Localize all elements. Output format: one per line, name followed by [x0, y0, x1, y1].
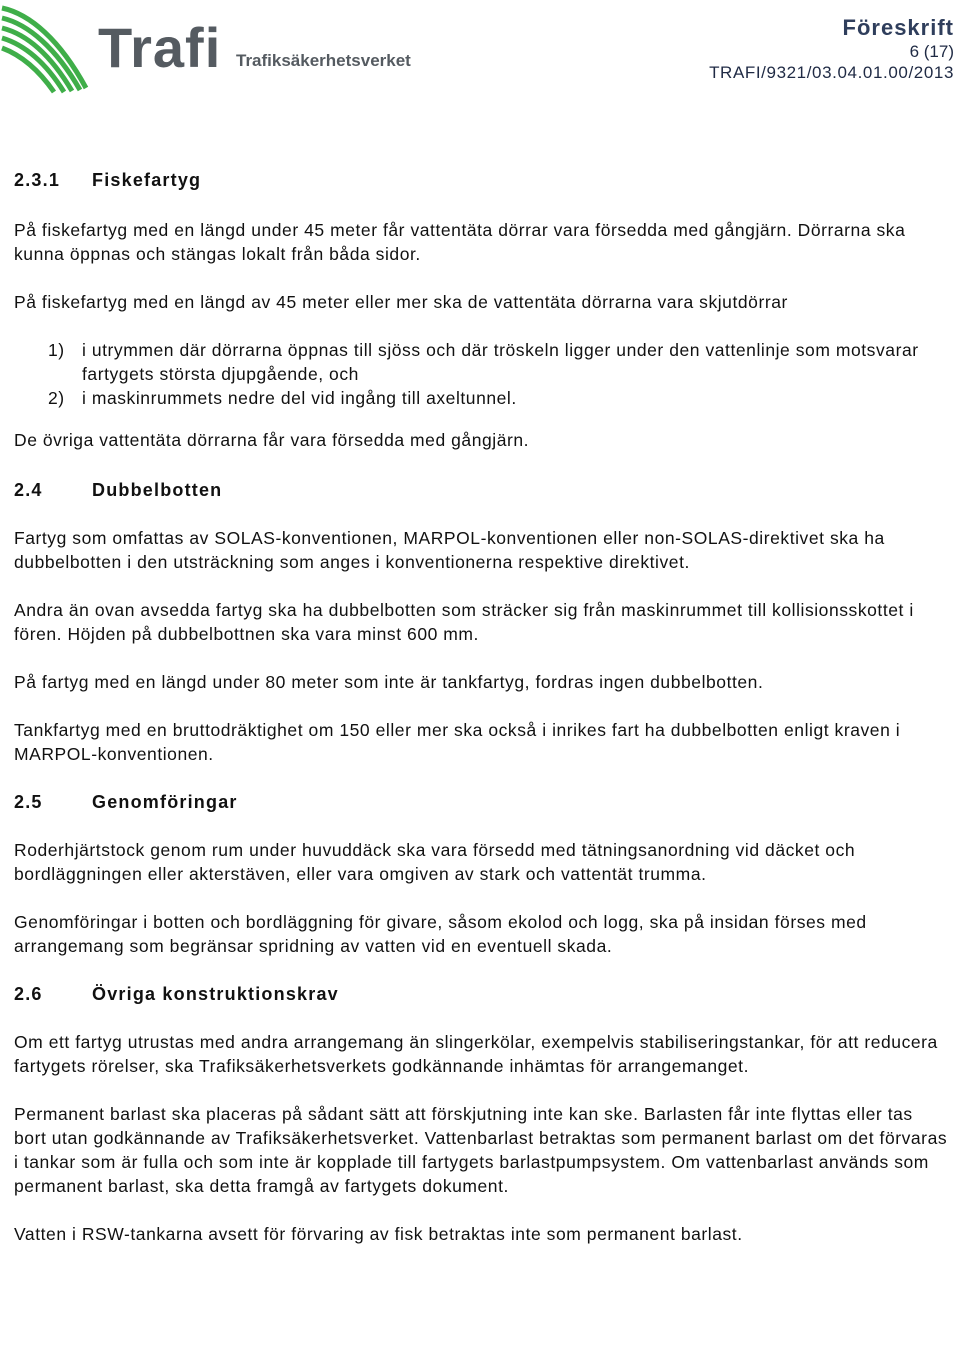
- section-number: 2.5: [14, 792, 43, 812]
- section-heading: [14, 478, 950, 502]
- section-title: Fiskefartyg: [92, 170, 202, 190]
- section-title: Övriga konstruktionskrav: [92, 984, 339, 1004]
- logo-wordmark: Trafi: [98, 16, 222, 79]
- list-item: [14, 338, 950, 386]
- swoosh-icon: [0, 0, 100, 95]
- section-heading: [14, 790, 950, 814]
- section-number: 2.4: [14, 480, 43, 500]
- paragraph: På fiskefartyg med en längd under 45 meter får vattentäta dörrar vara försedda med gångjärn. Dörrarna ska kunna öppnas och stängas lokalt från båda sidor.: [14, 220, 906, 264]
- paragraph: Genomföringar i botten och bordläggning för givare, såsom ekolod och logg, ska på insidan förses med arrangemang som begränsar spridning av vatten vid en eventuell skada.: [14, 912, 867, 956]
- logo-subtitle: Trafiksäkerhetsverket: [236, 51, 411, 70]
- paragraph: På fartyg med en längd under 80 meter som inte är tankfartyg, fordras ingen dubbelbotten.: [14, 672, 764, 692]
- document-body: [14, 168, 950, 1246]
- paragraph: Permanent barlast ska placeras på sådant sätt att förskjutning inte kan ske. Barlasten får inte flyttas eller tas bort utan godkännande av Trafiksäkerhetsverket. Vattenbarlast betraktas som permanent barlast om det förvaras i tankar som är fulla och som inte är kopplade till fartygets barlastpumpsystem. Om vattenbarlast används som permanent barlast, ska detta framgå av fartygets dokument.: [14, 1104, 948, 1196]
- section-heading: [14, 168, 950, 192]
- list-item-text: i utrymmen där dörrarna öppnas till sjöss och där tröskeln ligger under den vattenlinje som motsvarar fartygets största djupgående, och: [82, 340, 919, 384]
- paragraph: De övriga vattentäta dörrarna får vara försedda med gångjärn.: [14, 430, 530, 450]
- paragraph: Vatten i RSW-tankarna avsett för förvaring av fisk betraktas inte som permanent barlast.: [14, 1224, 743, 1244]
- page-number: 6 (17): [909, 42, 954, 61]
- list-item: [14, 386, 950, 410]
- section-title: Genomföringar: [92, 792, 238, 812]
- document-meta: [709, 14, 954, 84]
- list-item-text: i maskinrummets nedre del vid ingång till axeltunnel.: [82, 388, 517, 408]
- document-type: Föreskrift: [842, 15, 954, 40]
- paragraph: Roderhjärtstock genom rum under huvuddäck ska vara försedd med tätningsanordning vid däcket och bordläggningen eller akterstäven, eller vara omgiven av stark och vattentät trumma.: [14, 840, 856, 884]
- list-marker: 2): [48, 388, 65, 408]
- paragraph: Fartyg som omfattas av SOLAS-konventionen, MARPOL-konventionen eller non-SOLAS-direktivet ska ha dubbelbotten i den utsträckning som anges i konventionerna respektive direktivet.: [14, 528, 885, 572]
- list-marker: 1): [48, 340, 65, 360]
- section-number: 2.6: [14, 984, 43, 1004]
- paragraph: På fiskefartyg med en längd av 45 meter eller mer ska de vattentäta dörrarna vara skjutdörrar: [14, 292, 788, 312]
- paragraph: Tankfartyg med en bruttodräktighet om 150 eller mer ska också i inrikes fart ha dubbelbotten enligt kraven i MARPOL-konventionen.: [14, 720, 901, 764]
- section-heading: [14, 982, 950, 1006]
- section-number: 2.3.1: [14, 170, 61, 190]
- section-title: Dubbelbotten: [92, 480, 223, 500]
- numbered-list: [14, 338, 950, 410]
- document-reference: TRAFI/9321/03.04.01.00/2013: [709, 63, 954, 82]
- paragraph: Om ett fartyg utrustas med andra arrangemang än slingerkölar, exempelvis stabiliseringstankar, för att reducera fartygets rörelser, ska Trafiksäkerhetsverkets godkännande inhämtas för arrangemanget.: [14, 1032, 938, 1076]
- trafi-logo: [0, 0, 411, 100]
- paragraph: Andra än ovan avsedda fartyg ska ha dubbelbotten som sträcker sig från maskinrummet till kollisionsskottet i fören. Höjden på dubbelbottnen ska vara minst 600 mm.: [14, 600, 914, 644]
